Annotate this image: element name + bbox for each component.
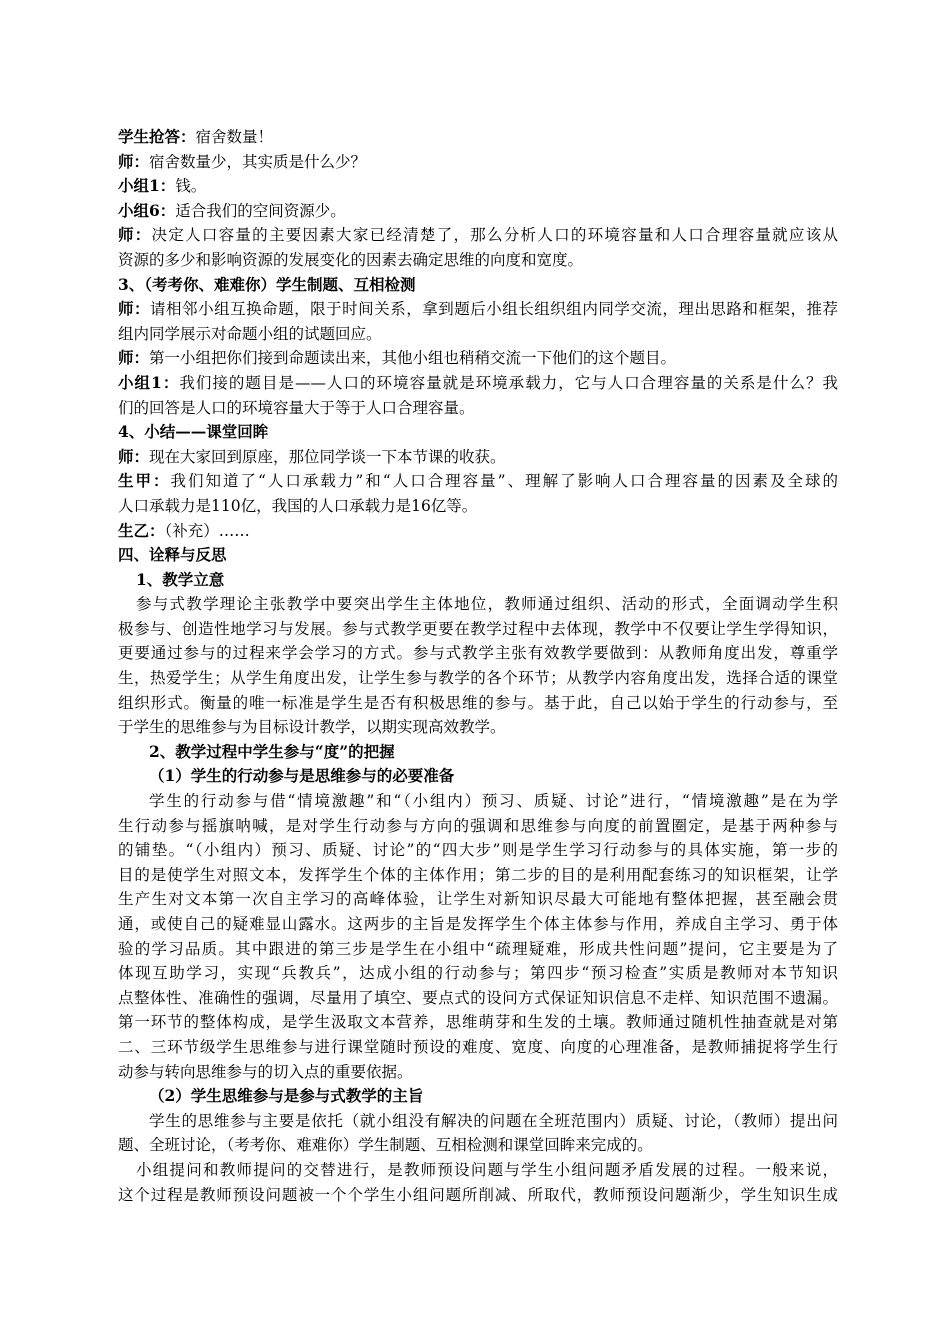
dialogue-line <box>118 174 838 199</box>
dialogue-text: 我们接的题目是——人口的环境容量就是环境承载力，它与人口合理容量的关系是什么？我 <box>179 373 838 392</box>
paragraph-line: 第一环节的整体构成，是学生汲取文本营养，思维萌芽和生发的土壤。教师通过随机性抽查就是对第 <box>118 1013 838 1032</box>
paragraph-line: 生产生对文本第一次自主学习的高峰体验，让学生对新知识尽最大可能地有整体把握，甚至融会贯 <box>118 890 838 909</box>
speaker-label: 生乙： <box>118 520 165 540</box>
paragraph-line: 这个过程是教师预设问题被一个个学生小组问题所削减、所取代，教师预设问题渐少，学生知识生成 <box>118 1185 838 1204</box>
dialogue-line <box>118 346 838 371</box>
section-heading: 4、小结——课堂回眸 <box>118 422 269 442</box>
speaker-label: 生甲： <box>118 471 171 491</box>
document-body <box>118 125 838 1207</box>
paragraph-line: 组织形式。衡量的唯一标准是学生是否有积极思维的参与。基于此，自己以始于学生的行动参与，至 <box>118 693 838 712</box>
dialogue-text: 适合我们的空间资源少。 <box>175 201 346 220</box>
dialogue-text: 组内同学展示对命题小组的试题回应。 <box>118 324 382 343</box>
dialogue-text: 我们知道了“人口承载力”和“人口合理容量”、理解了影响人口合理容量的因素及全球的 <box>170 472 838 491</box>
speaker-label: 师： <box>118 225 152 245</box>
paragraph-line: 验的学习品质。其中跟进的第三步是学生在小组中“疏理疑难，形成共性问题”提问，它主要是为了 <box>118 939 838 958</box>
paragraph-line: 于学生的思维参与为目标设计教学，以期实现高效教学。 <box>118 718 506 737</box>
speaker-label: 小组6： <box>118 200 176 220</box>
speaker-label: 小组1： <box>118 372 180 392</box>
dialogue-text: 宿舍数量少，其实质是什么少？ <box>149 152 367 171</box>
paragraph-line: 动参与转向思维参与的切入点的重要依据。 <box>118 1062 413 1081</box>
dialogue-text: 现在大家回到原座，那位同学谈一下本节课的收获。 <box>149 447 506 466</box>
subsection-heading: （2）学生思维参与是参与式教学的主旨 <box>149 1086 424 1106</box>
paragraph-line: 目的是使学生对照文本，发挥学生个体的主体作用；第二步的目的是利用配套练习的知识框架，让学 <box>118 865 838 884</box>
dialogue-line <box>118 248 838 273</box>
dialogue-text: 请相邻小组互换命题，限于时间关系，拿到题后小组长组织组内同学交流，理出思路和框架，推荐 <box>150 300 838 319</box>
paragraph-line: 点整体性、准确性的强调，尽量用了填空、要点式的设问方式保证知识信息不走样、知识范围不遗漏。 <box>118 988 838 1007</box>
paragraph-line: 生行动参与摇旗呐喊，是对学生行动参与方向的强调和思维参与向度的前置圈定，是基于两种参与 <box>118 816 838 835</box>
dialogue-line <box>118 322 838 347</box>
paragraph-line: 通，或使自己的疑难显山露水。这两步的主旨是发挥学生个体主体参与作用，养成自主学习、勇于体 <box>118 915 838 933</box>
dialogue-line <box>118 297 838 322</box>
paragraph-line: 的铺垫。“（小组内）预习、质疑、讨论”的“四大步”则是学生学习行动参与的具体实施，第一步的 <box>118 841 838 860</box>
dialogue-text: 资源的多少和影响资源的发展变化的因素去确定思维的向度和宽度。 <box>118 250 584 269</box>
dialogue-line <box>118 150 838 175</box>
dialogue-text: （补充）…… <box>164 521 250 540</box>
paragraph-line: 生，热爱学生；从学生角度出发，让学生参与教学的各个环节；从教学内容角度出发，选择合适的课堂 <box>118 669 838 688</box>
dialogue-line <box>118 494 838 519</box>
paragraph-line: 学生的行动参与借“情境激趣”和“（小组内）预习、质疑、讨论”进行，“情境激趣”是在为学 <box>149 792 838 811</box>
part-heading: 四、诠释与反思 <box>118 545 227 565</box>
dialogue-text: 钱。 <box>175 177 207 196</box>
speaker-label: 师： <box>118 299 151 319</box>
subsection-heading: （1）学生的行动参与是思维参与的必要准备 <box>149 766 455 786</box>
speaker-label: 学生抢答： <box>118 127 196 146</box>
dialogue-text: 决定人口容量的主要因素大家已经清楚了，那么分析人口的环境容量和人口合理容量就应该从 <box>151 226 838 245</box>
paragraph-line: 极参与、创造性地学习与发展。参与式教学更要在教学过程中去体现，教学中不仅要让学生学得知识， <box>118 619 838 638</box>
speaker-label: 师： <box>118 151 150 171</box>
speaker-label: 师： <box>118 446 150 466</box>
subsection-heading: 2、教学过程中学生参与“度”的把握 <box>149 741 395 761</box>
dialogue-line <box>118 396 838 421</box>
section-heading: 3、（考考你、难难你）学生制题、互相检测 <box>118 274 416 294</box>
dialogue-line <box>118 445 838 470</box>
paragraph-line: 题、全班讨论，（考考你、难难你）学生制题、互相检测和课堂回眸来完成的。 <box>118 1136 653 1155</box>
dialogue-line <box>118 125 838 150</box>
dialogue-text: 人口承载力是110亿，我国的人口承载力是16亿等。 <box>118 496 478 515</box>
paragraph-line: 更要通过参与的过程来学会学习的方式。参与式教学主张有效教学要做到：从教师角度出发，尊重学 <box>118 644 838 663</box>
dialogue-text: 们的回答是人口的环境容量大于等于人口合理容量。 <box>118 398 475 417</box>
paragraph-line: 小组提问和教师提问的交替进行，是教师预设问题与学生小组问题矛盾发展的过程。一般来说， <box>136 1160 838 1179</box>
dialogue-line <box>118 199 838 224</box>
paragraph-line: 学生的思维参与主要是依托（就小组没有解决的问题在全班范围内）质疑、讨论，（教师）提出问 <box>149 1111 838 1130</box>
paragraph-line: 二、三环节级学生思维参与进行课堂随时预设的难度、宽度、向度的心理准备，是教师捕捉将学生行 <box>118 1037 838 1056</box>
dialogue-line <box>118 519 838 544</box>
subsection-heading: 1、教学立意 <box>136 569 225 589</box>
speaker-label: 师： <box>118 348 150 368</box>
paragraph-line: 参与式教学理论主张教学中要突出学生主体地位，教师通过组织、活动的形式，全面调动学生积 <box>136 595 838 614</box>
dialogue-line <box>118 223 838 248</box>
dialogue-line <box>118 469 838 494</box>
speaker-label: 小组1： <box>118 176 176 196</box>
dialogue-text: 第一小组把你们接到命题读出来，其他小组也稍稍交流一下他们的这个题目。 <box>149 349 677 368</box>
dialogue-text: 宿舍数量！ <box>195 128 274 146</box>
dialogue-line <box>118 371 838 396</box>
paragraph-line: 体现互助学习，实现“兵教兵”，达成小组的行动参与；第四步“预习检查”实质是教师对本节知识 <box>118 964 838 983</box>
